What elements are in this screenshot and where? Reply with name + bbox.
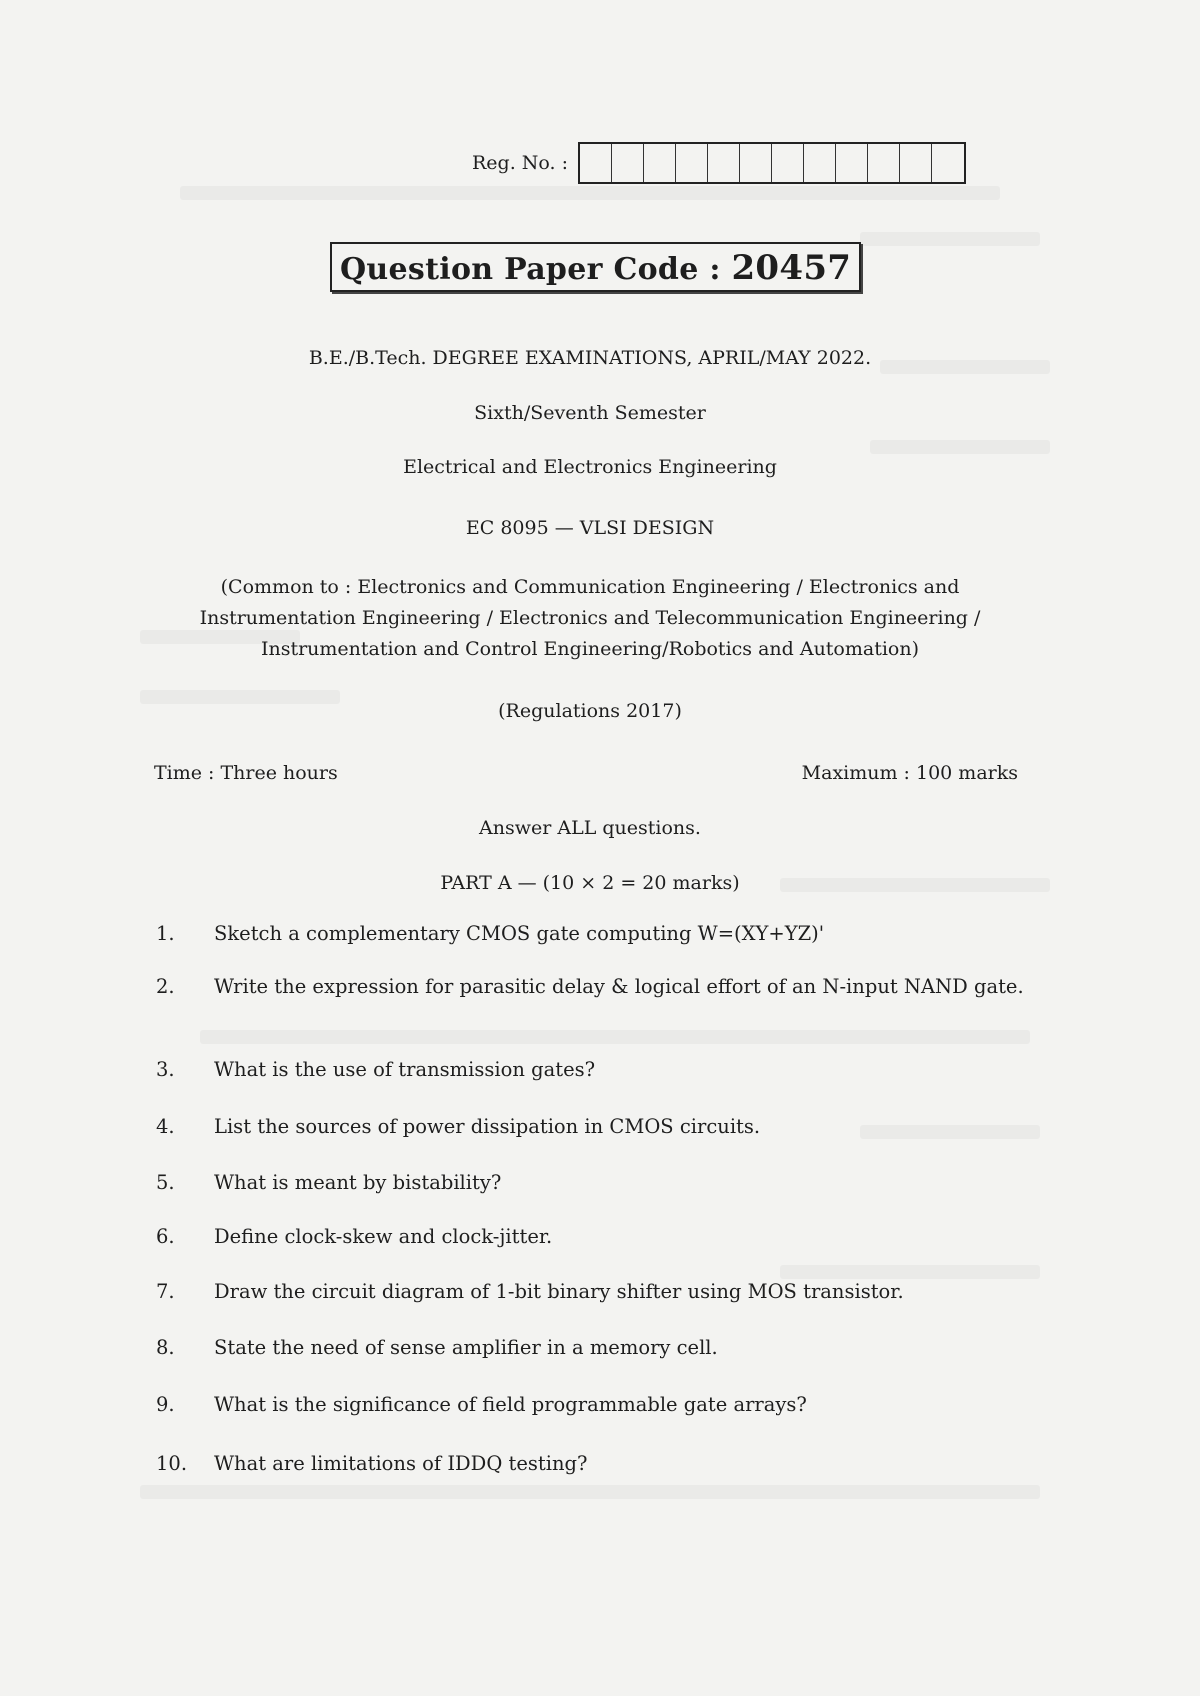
reg-digit-box — [740, 144, 772, 182]
bleed-through — [180, 186, 1000, 200]
common-to-line: Instrumentation and Control Engineering/Robotics and Automation) — [260, 638, 920, 660]
time-and-marks — [154, 762, 1018, 784]
question-number: 4. — [156, 1115, 175, 1138]
question-text: State the need of sense amplifier in a memory cell. — [214, 1336, 718, 1359]
question-item — [156, 1110, 1026, 1144]
reg-number-boxes — [578, 142, 966, 184]
question-item — [156, 970, 1026, 1004]
question-text: Draw the circuit diagram of 1-bit binary shifter using MOS transistor. — [214, 1280, 904, 1303]
question-paper-code — [330, 242, 861, 292]
question-text: List the sources of power dissipation in CMOS circuits. — [214, 1115, 761, 1138]
question-text: What is the use of transmission gates? — [214, 1058, 596, 1081]
question-item — [156, 1331, 1026, 1365]
bleed-through — [200, 1030, 1030, 1044]
regulations: (Regulations 2017) — [498, 700, 682, 722]
question-item — [156, 1053, 1026, 1087]
question-number: 10. — [156, 1452, 188, 1475]
question-item — [156, 917, 1026, 951]
common-to — [150, 572, 1030, 665]
instruction: Answer ALL questions. — [479, 817, 701, 839]
paper-code-label: Question Paper Code : — [340, 252, 721, 287]
reg-label: Reg. No. : — [472, 152, 569, 174]
question-number: 6. — [156, 1225, 175, 1248]
reg-digit-box — [708, 144, 740, 182]
reg-digit-box — [836, 144, 868, 182]
bleed-through — [860, 232, 1040, 246]
reg-digit-box — [644, 144, 676, 182]
question-text: What is the significance of field programmable gate arrays? — [214, 1393, 807, 1416]
question-number: 3. — [156, 1058, 175, 1081]
duration: Time : Three hours — [154, 762, 338, 784]
question-item — [156, 1166, 1026, 1200]
reg-digit-box — [804, 144, 836, 182]
question-number: 5. — [156, 1171, 175, 1194]
semester: Sixth/Seventh Semester — [474, 402, 706, 424]
question-text: Define clock-skew and clock-jitter. — [214, 1225, 553, 1248]
question-number: 7. — [156, 1280, 175, 1303]
degree-line: B.E./B.Tech. DEGREE EXAMINATIONS, APRIL/MAY 2022. — [308, 347, 872, 369]
question-text: Sketch a complementary CMOS gate computing W=(XY+YZ)' — [214, 922, 825, 945]
registration-number — [472, 142, 966, 184]
question-item — [156, 1388, 1026, 1422]
reg-digit-box — [612, 144, 644, 182]
reg-digit-box — [580, 144, 612, 182]
maximum-marks: Maximum : 100 marks — [801, 762, 1018, 784]
question-text: What is meant by bistability? — [214, 1171, 502, 1194]
question-text: What are limitations of IDDQ testing? — [214, 1452, 588, 1475]
course-title: EC 8095 — VLSI DESIGN — [465, 517, 715, 539]
reg-digit-box — [900, 144, 932, 182]
department: Electrical and Electronics Engineering — [403, 456, 777, 478]
part-a-heading: PART A — (10 × 2 = 20 marks) — [440, 872, 740, 894]
bleed-through — [140, 1485, 1040, 1499]
reg-digit-box — [772, 144, 804, 182]
question-item — [156, 1275, 1026, 1309]
common-to-line: Instrumentation Engineering / Electronics and Telecommunication Engineering / — [199, 607, 981, 629]
question-number: 2. — [156, 975, 175, 998]
question-number: 8. — [156, 1336, 175, 1359]
reg-digit-box — [676, 144, 708, 182]
question-item — [156, 1220, 1026, 1254]
paper-code: 20457 — [731, 248, 852, 288]
reg-digit-box — [868, 144, 900, 182]
reg-digit-box — [932, 144, 964, 182]
question-number: 1. — [156, 922, 175, 945]
question-text: Write the expression for parasitic delay & logical effort of an N-input NAND gate. — [214, 975, 1024, 998]
question-item — [156, 1447, 1026, 1481]
common-to-line: (Common to : Electronics and Communication Engineering / Electronics and — [220, 576, 960, 598]
question-number: 9. — [156, 1393, 175, 1416]
